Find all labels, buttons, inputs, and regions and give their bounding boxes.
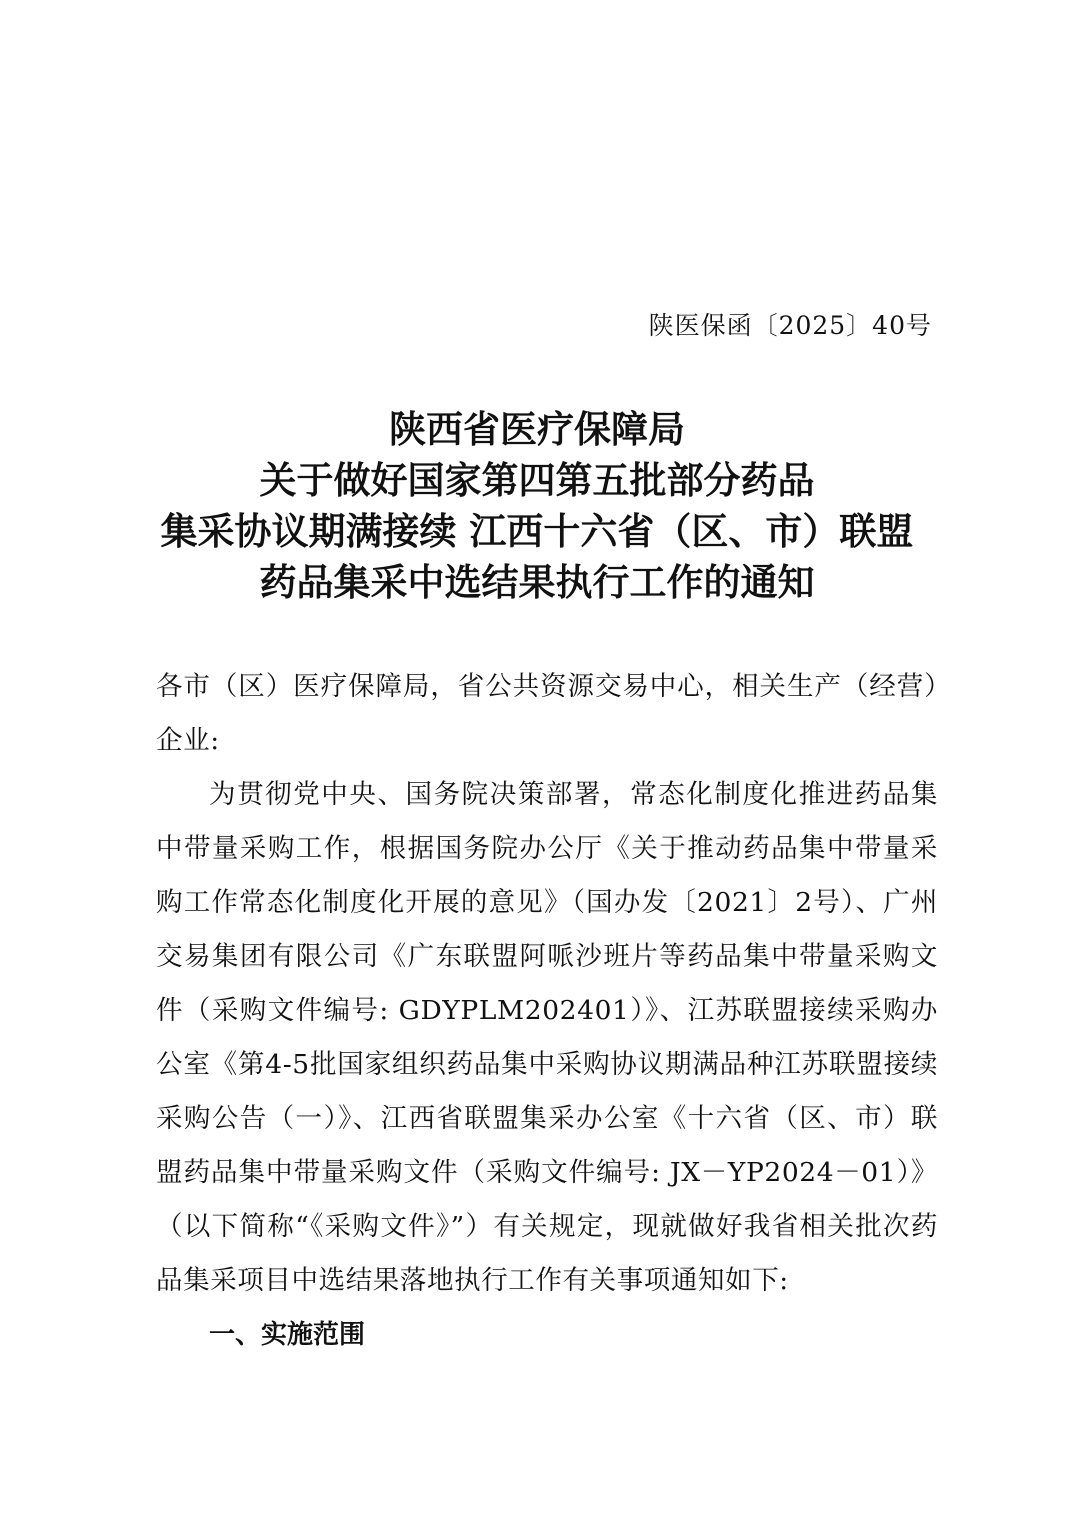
salutation: 各市（区）医疗保障局，省公共资源交易中心，相关生产（经营）企业:: [156, 671, 938, 756]
document-body: [156, 660, 938, 1362]
section-heading: 一、实施范围: [209, 1320, 366, 1350]
title-line: 关于做好国家第四第五批部分药品: [259, 459, 815, 502]
title-line: 集采协议期满接续 江西十六省（区、市）联盟: [160, 510, 914, 553]
document-title: [100, 404, 974, 608]
title-line: 陕西省医疗保障局: [389, 408, 685, 451]
title-line: 药品集采中选结果执行工作的通知: [259, 561, 815, 604]
document-number: 陕医保函〔2025〕40号: [648, 311, 932, 340]
body-paragraph: 为贯彻党中央、国务院决策部署，常态化制度化推进药品集中带量采购工作，根据国务院办公厅《关于推动药品集中带量采购工作常态化制度化开展的意见》（国办发〔2021〕2号）、广州交易集团有限公司《广东联盟阿哌沙班片等药品集中带量采购文件（采购文件编号: GDYPLM202401）》、江苏联盟接续采购办公室《第4-5批国家组织药品集中采购协议期满品种江苏联盟接续采购公告（一）》、江西省联盟集采办公室《十六省（区、市）联盟药品集中带量采购文件（采购文件编号: JX－YP2024－01）》（以下简称“《采购文件》”）有关规定，现就做好我省相关批次药品集采项目中选结果落地执行工作有关事项通知如下:: [156, 779, 938, 1296]
